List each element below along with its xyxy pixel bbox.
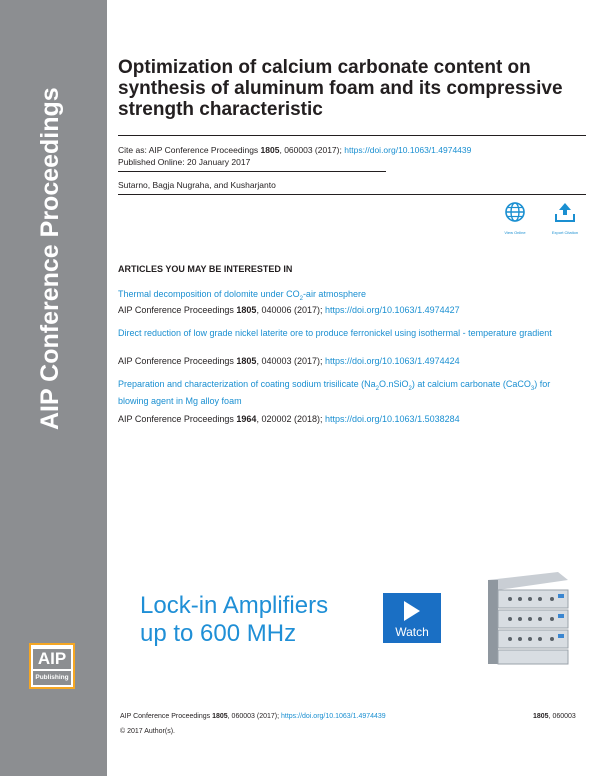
logo-top: AIP <box>33 649 71 669</box>
globe-icon <box>504 201 526 223</box>
export-citation-button[interactable] <box>545 201 585 235</box>
related-article-title-2[interactable]: Direct reduction of low grade nickel laterite ore to produce ferronickel using isothermal - temperature gradient <box>118 328 552 338</box>
footer-doi-link[interactable]: https://doi.org/10.1063/1.4974439 <box>281 713 386 720</box>
footer-citation: AIP Conference Proceedings 1805, 060003 (2017); https://doi.org/10.1063/1.4974439 <box>120 713 386 720</box>
article-title: Optimization of calcium carbonate content on synthesis of aluminum foam and its compressive strength characteristic <box>118 57 563 120</box>
footer-copyright: © 2017 Author(s). <box>120 728 175 735</box>
instrument-stack-image <box>470 570 570 670</box>
footer-page-ref: 1805, 060003 <box>533 713 576 720</box>
related-heading: ARTICLES YOU MAY BE INTERESTED IN <box>118 264 293 274</box>
view-online-label: View Online <box>504 230 526 235</box>
upload-icon <box>554 201 576 223</box>
authors: Sutarno, Bagja Nugraha, and Kusharjanto <box>118 180 276 190</box>
related-cite-3: AIP Conference Proceedings 1964, 020002 (2018); https://doi.org/10.1063/1.5038284 <box>118 414 460 424</box>
related-cite-1: AIP Conference Proceedings 1805, 040006 (2017); https://doi.org/10.1063/1.4974427 <box>118 305 460 315</box>
advertisement-banner[interactable] <box>124 566 576 673</box>
related-doi-link-2[interactable]: https://doi.org/10.1063/1.4974424 <box>325 356 460 366</box>
authors-divider <box>118 194 586 195</box>
related-article-title-3[interactable]: Preparation and characterization of coating sodium trisilicate $(Na_2O.nSiO_2)$ at calcium carbonate (CaCO$_3$) for blowing agent in Mg alloy foam <box>118 379 551 406</box>
title-divider <box>118 135 586 136</box>
journal-name: AIP Conference Proceedings <box>36 87 64 430</box>
view-online-button[interactable] <box>495 201 535 235</box>
logo-bottom: Publishing <box>33 671 71 685</box>
watch-label: Watch <box>395 625 429 639</box>
play-icon <box>404 601 420 621</box>
related-doi-link-3[interactable]: https://doi.org/10.1063/1.5038284 <box>325 414 460 424</box>
sidebar <box>0 0 107 776</box>
watch-button[interactable] <box>383 593 441 643</box>
cite-line: Cite as: AIP Conference Proceedings 1805, 060003 (2017); https://doi.org/10.1063/1.4974439 <box>118 145 472 155</box>
related-doi-link-1[interactable]: https://doi.org/10.1063/1.4974427 <box>325 305 460 315</box>
meta-divider <box>118 171 386 172</box>
ad-headline: Lock-in Amplifiers up to 600 MHz <box>140 592 329 647</box>
export-citation-label: Export Citation <box>551 230 579 235</box>
published-date: Published Online: 20 January 2017 <box>118 157 251 167</box>
related-article-title-1[interactable]: Thermal decomposition of dolomite under $CO_2$-air atmosphere <box>118 289 366 302</box>
aip-publishing-logo[interactable] <box>29 643 75 689</box>
related-cite-2: AIP Conference Proceedings 1805, 040003 (2017); https://doi.org/10.1063/1.4974424 <box>118 356 460 366</box>
article-doi-link[interactable]: https://doi.org/10.1063/1.4974439 <box>344 145 472 155</box>
